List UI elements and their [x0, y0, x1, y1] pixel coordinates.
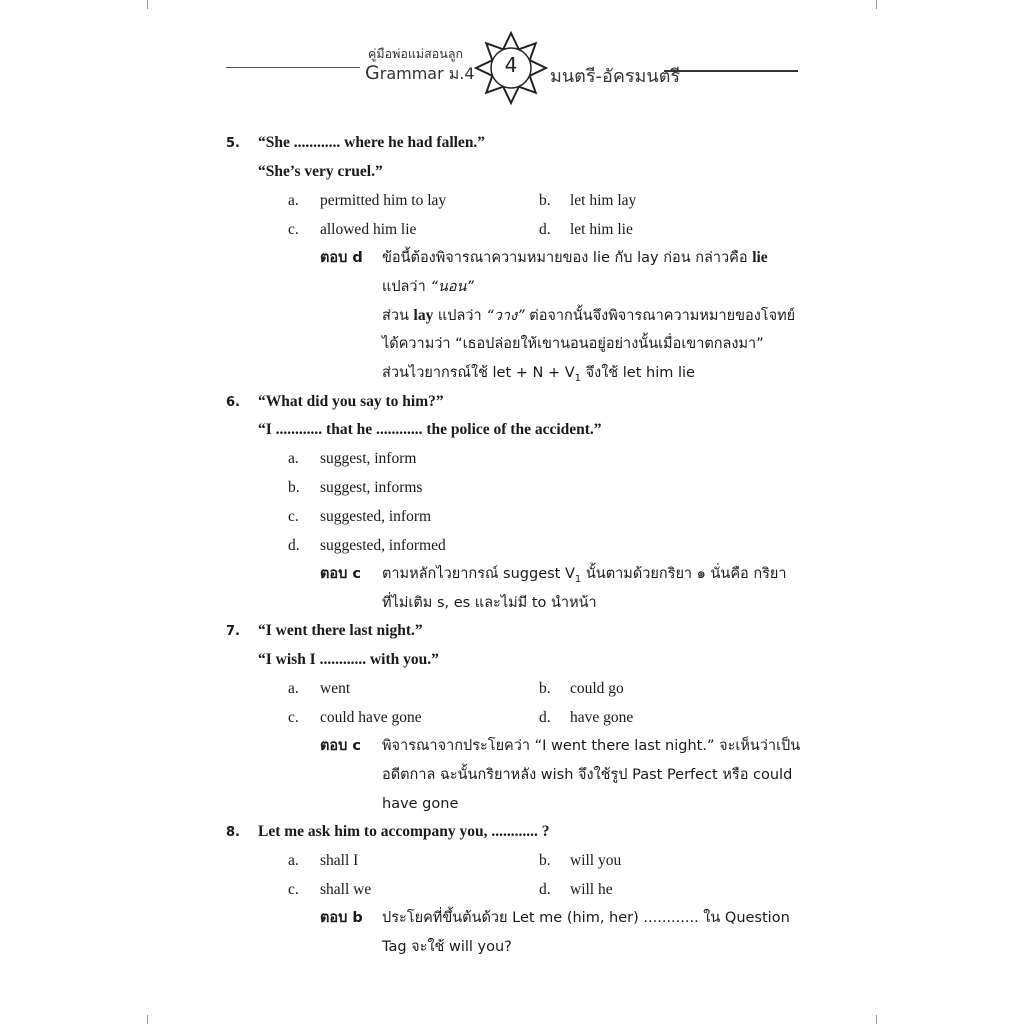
page-number: 4 [504, 53, 518, 77]
option-text: have gone [570, 709, 634, 726]
author-name: มนตรี-อัครมนตรี [550, 66, 681, 87]
crop-mark [876, 0, 877, 9]
explanation-line: อดีตกาล ฉะนั้นกริยาหลัง wish จึงใช้รูป Past Perfect หรือ could [382, 767, 793, 783]
option-text: could go [570, 680, 624, 697]
crop-mark [876, 1015, 877, 1024]
explanation-line: ตามหลักไวยากรณ์ suggest $V_1$ นั้นตามด้วยกริยา ๑ นั่นคือ กริยา [382, 566, 787, 585]
explanation-line: Tag จะใช้ will you? [382, 939, 512, 955]
question-line: “What did you say to him?” [258, 393, 444, 410]
question-line: “She ............ where he had fallen.” [258, 134, 486, 151]
explanation-line: have gone [382, 796, 459, 812]
explanation-line: ส่วน lay แปลว่า “วาง” ต่อจากนั้นจึงพิจารณาความหมายของโจทย์ [382, 307, 796, 324]
explanation-line: ประโยคที่ขึ้นต้นด้วย Let me (him, her) ............ ใน Question [382, 910, 790, 926]
question-number: 8. [226, 825, 240, 840]
option-letter: b. [539, 852, 551, 869]
option-letter: d. [539, 881, 551, 898]
question-number: 7. [226, 624, 240, 639]
crop-mark [147, 1015, 148, 1024]
question-number: 5. [226, 136, 240, 151]
option-letter: a. [288, 450, 299, 467]
option-text: suggest, inform [320, 450, 417, 467]
option-letter: a. [288, 680, 299, 697]
option-letter: d. [539, 709, 551, 726]
question-line: Let me ask him to accompany you, ............ ? [258, 823, 550, 840]
option-text: suggested, inform [320, 508, 432, 525]
option-text: will you [570, 852, 622, 869]
crop-mark [147, 0, 148, 9]
option-letter: c. [288, 221, 299, 238]
question-line: “I wish I ............ with you.” [258, 651, 439, 668]
option-letter: a. [288, 852, 299, 869]
question-line: “She’s very cruel.” [258, 163, 383, 180]
option-text: will he [570, 881, 613, 898]
option-text: let him lay [570, 192, 637, 209]
option-text: went [320, 680, 351, 697]
explanation-line: แปลว่า “นอน” [382, 279, 474, 295]
option-text: allowed him lie [320, 221, 417, 238]
option-text: suggested, informed [320, 537, 446, 554]
option-text: shall I [320, 852, 359, 869]
explanation-line: ข้อนี้ต้องพิจารณาความหมายของ lie กับ lay ก่อน กล่าวคือ lie [382, 249, 768, 266]
option-text: suggest, informs [320, 479, 423, 496]
option-letter: b. [539, 192, 551, 209]
header-rule-left [226, 67, 360, 68]
option-text: permitted him to lay [320, 192, 447, 209]
option-letter: d. [539, 221, 551, 238]
option-letter: a. [288, 192, 299, 209]
option-letter: b. [539, 680, 551, 697]
book-title: Grammar ม.4 [365, 62, 475, 84]
answer-label: ตอบ d [320, 250, 363, 266]
option-letter: c. [288, 709, 299, 726]
option-letter: c. [288, 881, 299, 898]
explanation-line: ที่ไม่เติม s, es และไม่มี to นำหน้า [382, 595, 597, 611]
header-rule-right [664, 70, 798, 72]
explanation-line: พิจารณาจากประโยคว่า “I went there last night.” จะเห็นว่าเป็น [382, 738, 801, 754]
explanation-line: ส่วนไวยากรณ์ใช้ let + $N + V_1$ จึงใช้ let him lie [382, 365, 695, 384]
answer-label: ตอบ b [320, 910, 363, 926]
option-text: let him lie [570, 221, 633, 238]
question-number: 6. [226, 395, 240, 410]
option-text: could have gone [320, 709, 422, 726]
option-text: shall we [320, 881, 372, 898]
question-line: “I went there last night.” [258, 622, 423, 639]
option-letter: b. [288, 479, 300, 496]
option-letter: c. [288, 508, 299, 525]
book-series-title: คู่มือพ่อแม่สอนลูก [368, 46, 464, 61]
answer-label: ตอบ c [320, 738, 361, 754]
option-letter: d. [288, 537, 300, 554]
answer-label: ตอบ c [320, 566, 361, 582]
question-line: “I ............ that he ............ the police of the accident.” [258, 421, 602, 438]
explanation-line: ได้ความว่า “เธอปล่อยให้เขานอนอยู่อย่างนั้นเมื่อเขาตกลงมา” [382, 336, 764, 352]
